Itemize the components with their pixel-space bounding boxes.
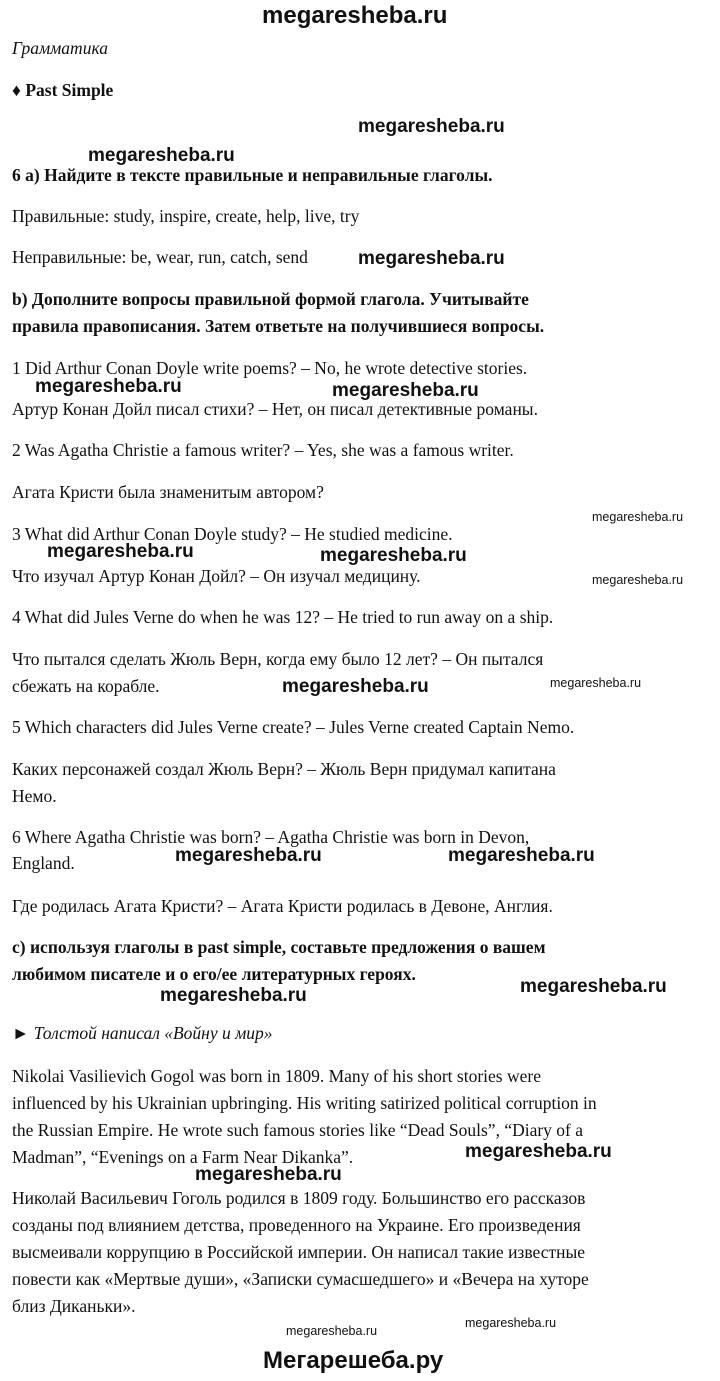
section-title: Грамматика bbox=[12, 38, 108, 58]
ex6a-irregular: Неправильные: be, wear, run, catch, send bbox=[12, 247, 308, 267]
watermark: megaresheba.ru bbox=[47, 541, 194, 562]
ex6b-item2-ru: Агата Кристи была знаменитым автором? bbox=[12, 482, 324, 502]
gogol-en-line2: influenced by his Ukrainian upbringing. His writing satirized political corruption in bbox=[12, 1093, 597, 1113]
ex6c-example bbox=[12, 1021, 273, 1046]
watermark: megaresheba.ru bbox=[358, 248, 505, 269]
ex6b-item4-ru-line2: сбежать на корабле. bbox=[12, 676, 160, 696]
watermark: megaresheba.ru bbox=[282, 676, 429, 697]
gogol-ru-line1: Николай Васильевич Гоголь родился в 1809 году. Большинство его рассказов bbox=[12, 1188, 586, 1208]
topic-heading bbox=[12, 78, 113, 103]
ex6b-item6-en-line1: 6 Where Agatha Christie was born? – Agatha Christie was born in Devon, bbox=[12, 827, 530, 847]
gogol-ru-line3: высмеивали коррупцию в Российской империи. Он написал такие известные bbox=[12, 1242, 586, 1262]
watermark: megaresheba.ru bbox=[465, 1141, 612, 1162]
topic-title: Past Simple bbox=[25, 80, 114, 100]
watermark: megaresheba.ru bbox=[520, 976, 667, 997]
gogol-ru-line5: близ Диканьки». bbox=[12, 1296, 136, 1316]
arrow-right-icon: ► bbox=[12, 1023, 30, 1043]
gogol-ru-line2: созданы под влиянием детства, проведенного на Украине. Его произведения bbox=[12, 1215, 581, 1235]
ex6b-item4-en: 4 What did Jules Verne do when he was 12? – He tried to run away on a ship. bbox=[12, 607, 554, 627]
watermark: megaresheba.ru bbox=[448, 845, 595, 866]
watermark: megaresheba.ru bbox=[88, 145, 235, 166]
ex6b-item5-ru-line2: Немо. bbox=[12, 786, 57, 806]
ex6b-heading-line1: b) Дополните вопросы правильной формой глагола. Учитывайте bbox=[12, 289, 529, 309]
ex6b-item4-ru-line1: Что пытался сделать Жюль Верн, когда ему было 12 лет? – Он пытался bbox=[12, 649, 544, 669]
gogol-en-line3: the Russian Empire. He wrote such famous stories like “Dead Souls”, “Diary of a bbox=[12, 1120, 584, 1140]
ex6b-item1-ru: Артур Конан Дойл писал стихи? – Нет, он писал детективные романы. bbox=[12, 399, 538, 419]
ex6b-item2-en: 2 Was Agatha Christie a famous writer? – Yes, she was a famous writer. bbox=[12, 440, 514, 460]
watermark-small: megaresheba.ru bbox=[592, 573, 684, 587]
watermark: megaresheba.ru bbox=[175, 845, 322, 866]
ex6b-item3-ru: Что изучал Артур Конан Дойл? – Он изучал медицину. bbox=[12, 566, 421, 586]
gogol-en-line4: Madman”, “Evenings on a Farm Near Dikanka”. bbox=[12, 1147, 354, 1167]
gogol-en-line1: Nikolai Vasilievich Gogol was born in 1809. Many of his short stories were bbox=[12, 1066, 541, 1086]
watermark-small: megaresheba.ru bbox=[550, 676, 642, 690]
watermark-small: megaresheba.ru bbox=[286, 1324, 378, 1338]
ex6c-heading-line1: c) используя глаголы в past simple, составьте предложения о вашем bbox=[12, 937, 546, 957]
gogol-ru-line4: повести как «Мертвые души», «Записки сумасшедшего» и «Вечера на хуторе bbox=[12, 1269, 589, 1289]
ex6b-item1-en: 1 Did Arthur Conan Doyle write poems? – No, he wrote detective stories. bbox=[12, 358, 528, 378]
site-footer: Мегарешеба.ру bbox=[263, 1347, 444, 1374]
ex6c-heading-line2: любимом писателе и о его/ее литературных героях. bbox=[12, 964, 416, 984]
ex6b-item5-ru-line1: Каких персонажей создал Жюль Верн? – Жюль Верн придумал капитана bbox=[12, 759, 556, 779]
watermark: megaresheba.ru bbox=[160, 985, 307, 1006]
watermark: megaresheba.ru bbox=[358, 116, 505, 137]
watermark: megaresheba.ru bbox=[332, 380, 479, 401]
watermark-small: megaresheba.ru bbox=[465, 1316, 557, 1330]
watermark: megaresheba.ru bbox=[35, 376, 182, 397]
ex6b-heading-line2: правила правописания. Затем ответьте на получившиеся вопросы. bbox=[12, 316, 545, 336]
watermark: megaresheba.ru bbox=[320, 545, 467, 566]
ex6a-regular: Правильные: study, inspire, create, help, live, try bbox=[12, 206, 360, 226]
ex6b-item6-ru: Где родилась Агата Кристи? – Агата Кристи родилась в Девоне, Англия. bbox=[12, 896, 553, 916]
ex6b-item6-en-line2: England. bbox=[12, 853, 75, 873]
ex6b-item5-en: 5 Which characters did Jules Verne create? – Jules Verne created Captain Nemo. bbox=[12, 717, 575, 737]
site-header: megaresheba.ru bbox=[262, 2, 448, 29]
watermark-small: megaresheba.ru bbox=[592, 510, 684, 524]
diamond-icon: ♦ bbox=[12, 80, 21, 100]
ex6c-example-text: Толстой написал «Войну и мир» bbox=[33, 1023, 273, 1043]
ex6b-item3-en: 3 What did Arthur Conan Doyle study? – He studied medicine. bbox=[12, 524, 453, 544]
ex6a-heading: 6 a) Найдите в тексте правильные и неправильные глаголы. bbox=[12, 165, 493, 185]
watermark: megaresheba.ru bbox=[195, 1164, 342, 1185]
